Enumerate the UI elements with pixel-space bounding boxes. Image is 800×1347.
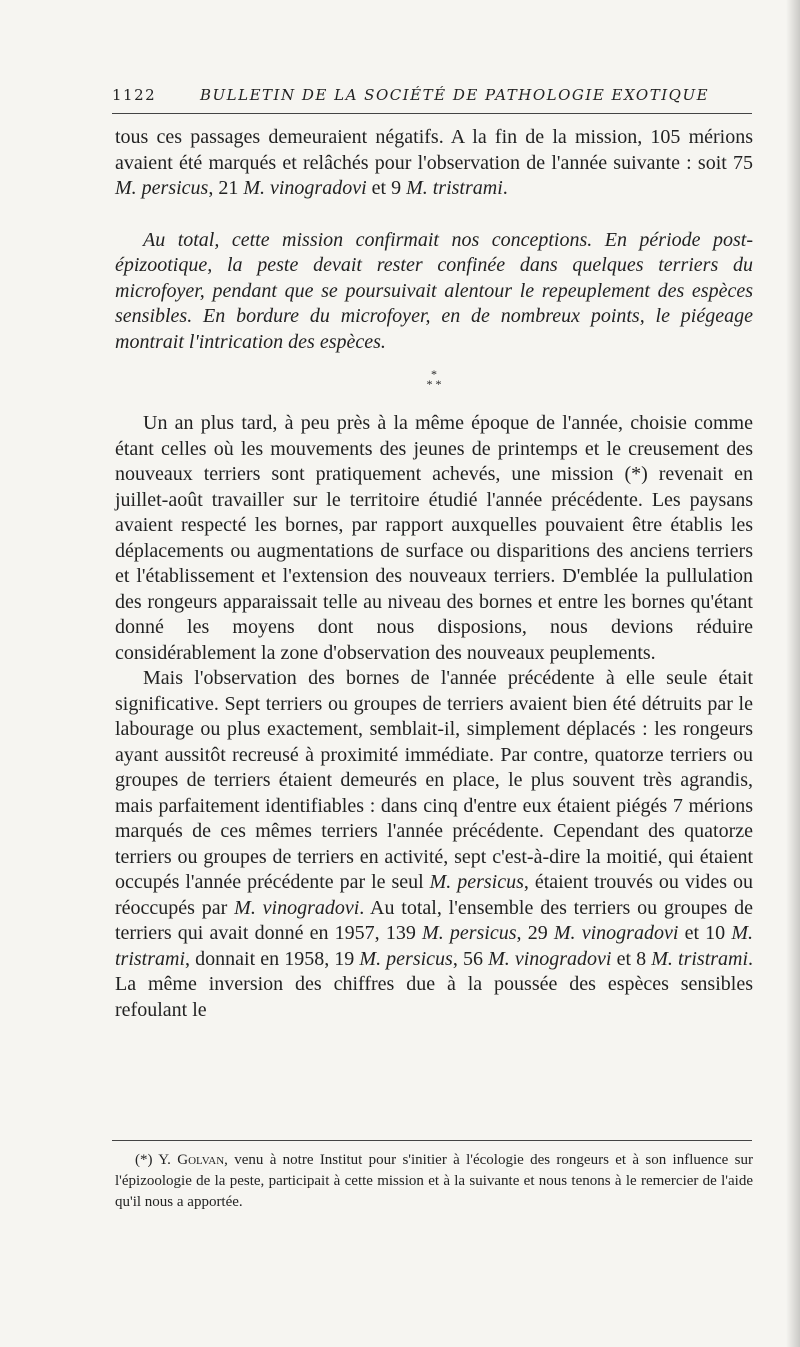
- paragraph-spacer: [115, 202, 753, 228]
- species-name: M. vinogradovi: [234, 896, 360, 919]
- footnote: [115, 1150, 753, 1213]
- species-name: M. tristrami: [406, 177, 503, 199]
- paragraph-2-conclusion: Au total, cette mission confirmait nos conceptions. En période post-épizootique, la peste devait rester confinée dans quelques terriers du microfoyer, pendant que se poursuivait alentour le repeuplement des espèces sensibles. En bordure du microfoyer, en de nombreux points, le piégeage montrait l'intrication des espèces.: [115, 228, 753, 353]
- page-number: 1122: [112, 86, 157, 104]
- species-name: M. vinogradovi: [553, 922, 679, 944]
- species-name: M. tristrami: [115, 922, 754, 970]
- paragraph-4: Mais l'observation des bornes de l'année précédente à elle seule était significative. Sept terriers ou groupes de terriers avaient bien été détruits par le labourage ou plus exactement, semblait-il, simplement déplacés : les rongeurs ayant aussitôt recreusé à proximité immédiate. Par contre, quatorze terriers ou groupes de terriers étaient demeurés en place, le plus souvent très agrandis, mais parfaitement identifiables : dans cinq d'entre eux étaient piégés 7 mérions marqués de ces mêmes terriers l'année précédente. Cependant des quatorze terriers ou groupes de terriers en activité, sept c'est-à-dire la moitié, qui étaient occupés l'année précédente par le seul M. persicus, étaient trouvés ou vides ou réoccupés par M. vinogradovi. Au total, l'ensemble des terriers ou groupes de terriers qui avait donné en 1957, 139 M. persicus, 29 M. vinogradovi et 10 M. tristrami, donnait en 1958, 19 M. persicus, 56 M. vinogradovi et 8 M. tristrami. La même inversion des chiffres due à la poussée des espèces sensibles refoulant le: [115, 667, 754, 1021]
- species-name: M. vinogradovi: [243, 177, 367, 199]
- footnote-rule: [112, 1140, 752, 1141]
- footnote-marker: (*) Y.: [135, 1152, 178, 1168]
- body-text: [115, 125, 753, 1023]
- asterism-bottom: * *: [426, 377, 442, 391]
- footnote-author: Golvan: [177, 1152, 225, 1168]
- species-name: M. tristrami: [651, 947, 749, 970]
- footnote-text: , venu à notre Institut pour s'initier à l'écologie des rongeurs et à son influence sur l'épizoologie de la peste, participait à cette mission et à la suivante et nous tenons à le remercier de l'aide qu'il nous a apportée.: [115, 1152, 753, 1210]
- species-name: M. persicus: [115, 177, 209, 199]
- header-rule: [112, 113, 752, 114]
- section-break-asterism: [115, 355, 753, 411]
- asterism-top: *: [431, 367, 437, 381]
- paragraph-3: Un an plus tard, à peu près à la même époque de l'année, choisie comme étant celles où les mouvements des jeunes de printemps et le creusement des nouveaux terriers sont pratiquement achevés, une mission (*) revenait en juillet-août travailler sur le territoire étudié l'année précédente. Les paysans avaient respecté les bornes, par rapport auxquelles pouvaient être établis les déplacements ou augmentations de surface ou disparitions des anciens terriers et l'établissement et l'extension des nouveaux terriers. D'emblée la pullulation des rongeurs apparaissait telle au niveau des bornes et entre les bornes qu'étant donné les moyens dont nous disposions, nous devions réduire considérablement la zone d'observation des nouveaux peuplements.: [115, 412, 753, 664]
- species-name: M. vinogradovi: [488, 947, 612, 970]
- page-edge-shadow: [786, 0, 800, 1347]
- species-name: M. persicus: [422, 922, 517, 944]
- species-name: M. persicus: [359, 947, 453, 970]
- journal-title: BULLETIN DE LA SOCIÉTÉ DE PATHOLOGIE EXOTIQUE: [200, 86, 710, 104]
- species-name: M. persicus: [429, 871, 524, 893]
- paragraph-1: tous ces passages demeuraient négatifs. A la fin de la mission, 105 mérions avaient été marqués et relâchés pour l'observation de l'année suivante : soit 75 M. persicus, 21 M. vinogradovi et 9 M. tristrami.: [115, 126, 753, 199]
